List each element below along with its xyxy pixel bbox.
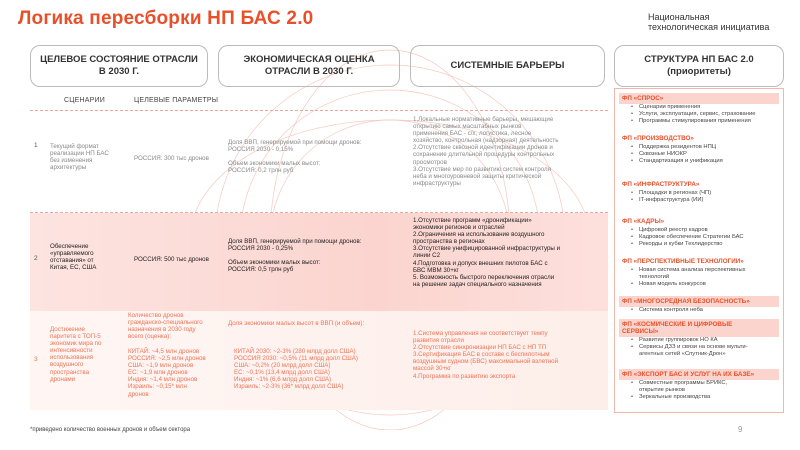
structure-item: • Сквозные НИОКР xyxy=(639,151,779,158)
structure-block-title: ФП «ПРОИЗВОДСТВО» xyxy=(622,135,694,142)
row-separator xyxy=(30,212,608,213)
brand-name: Национальная технологическая инициатива xyxy=(648,12,770,32)
structure-item: • Новая система анализа перспективных технологий xyxy=(639,267,779,281)
structure-item: • Стандартизация и унификация xyxy=(639,158,779,165)
scenario-text: Достижение паритета с ТОП-5 экономик мира по интенсивности использования воздушного пространства дронами xyxy=(50,326,102,383)
structure-item: • Совместные программы БРИКС, открытие рынков xyxy=(639,380,779,394)
target-params-text: РОССИЯ: 500 тыс дронов xyxy=(134,256,209,263)
structure-block-title: ФП «ИНФРАСТРУКТУРА» xyxy=(622,181,700,188)
row-number: 3 xyxy=(34,356,38,363)
structure-block-title: ФП «КАДРЫ» xyxy=(622,218,665,225)
header-structure: СТРУКТУРА НП БАС 2.0 (приоритеты) xyxy=(614,45,784,87)
structure-block-title: ФП «ПЕРСПЕКТИВНЫЕ ТЕХНОЛОГИИ» xyxy=(622,258,744,265)
structure-block-security xyxy=(619,296,779,314)
structure-item: • Кадровое обеспечение Стратегии БАС xyxy=(639,234,779,241)
footnote: *приведено количество военных дронов и объем сектора xyxy=(30,427,191,433)
target-params-text: РОССИЯ: 300 тыс дронов xyxy=(134,155,209,162)
economic-estimate-text: Доля ВВП, генерируемой при помощи дронов: РОССИЯ 2030 - 0,15% Объем экономики малых высот: РОССИЯ: 0,2 трлн руб xyxy=(228,139,362,175)
structure-item: • Услуги, эксплуатация, сервис, страхование xyxy=(639,111,779,118)
structure-panel xyxy=(614,88,784,413)
economic-estimate-text: КИТАЙ 2030: ~2-3% (280 млрд долл США) РОССИЯ 2030: ~0,5% (11 млрд долл США) США: ~0,2% (20 млрд долл США) ЕС: ~0,1% (13,4 млрд долл США) Индия: ~1% (6,6 млрд долл США) Израиль: ~2-3% (36* млрд долл США) xyxy=(234,348,358,391)
structure-block-title: ФП «КОСМИЧЕСКИЕ И ЦИФРОВЫЕ СЕРВИСЫ» xyxy=(619,319,779,337)
row-number: 1 xyxy=(34,142,38,149)
structure-item: • Новая модель конкурсов xyxy=(639,281,779,288)
structure-block-infrastructure xyxy=(619,179,779,204)
column-header-params: ЦЕЛЕВЫЕ ПАРАМЕТРЫ xyxy=(134,97,219,104)
row-number: 2 xyxy=(34,255,38,262)
structure-item: • Зеркальные производства xyxy=(639,394,779,401)
structure-block-title: ФП «ЭКСПОРТ БАС И УСЛУГ НА ИХ БАЗЕ» xyxy=(619,369,779,380)
economic-estimate-intro: Доля экономики малых высот в ВВП (и объем): xyxy=(228,320,365,327)
structure-item: • Площадки в регионах (ЧП) xyxy=(639,190,779,197)
structure-block-export xyxy=(619,369,779,401)
header-target-state: ЦЕЛЕВОЕ СОСТОЯНИЕ ОТРАСЛИ В 2030 Г. xyxy=(30,45,208,87)
row-separator xyxy=(30,110,608,111)
structure-item: • Сценарии применения xyxy=(639,104,779,111)
barriers-text: 1.Система управления не соответствует темпу развития отрасли 2.Отсутствие синхронизации НП БАС с НП ТП 3.Сертификация БАС в составе с беспилотным воздушным судном (БВС) максимальной взлетной массой 30+кг 4.Программа по развитию экспорта xyxy=(413,330,559,380)
structure-item: • Система контроля неба xyxy=(639,307,779,314)
column-header-scenarios: СЦЕНАРИИ xyxy=(64,97,105,104)
structure-block-demand xyxy=(619,93,779,125)
target-params-text: КИТАЙ: ~4,5 млн дронов РОССИЯ: ~2,5 млн дронов США: ~1,9 млн дронов ЕС: ~1,9 млн дронов Индия: ~1,4 млн дронов Израиль: ~0,15* млн дронов xyxy=(128,348,206,398)
barriers-text: 1.Отсутствие программ «дронификации» экономики регионов и отраслей 2.Ограничения на использование воздушного пространства в регионах 3.Отсутствие унифицированной инфраструктуры и линии С2 4.Подготовка и допуск внешних пилотов БАС с БВС МВМ 30+кг 5. Возможность быстрого переключения отрасли на решение задач специального назначения xyxy=(413,217,561,288)
structure-block-title: ФП «СПРОС» xyxy=(619,93,779,104)
structure-item: • Рекорды и кубки Техлидерство xyxy=(639,241,779,248)
economic-estimate-text: Доля ВВП, генерируемой при помощи дронов: РОССИЯ 2030 - 0,25% Объем экономики малых высот: РОССИЯ: 0,5 трлн руб xyxy=(228,238,362,274)
structure-block-space-digital xyxy=(619,319,779,358)
structure-item: • IT-инфраструктура (ИИ) xyxy=(639,197,779,204)
structure-block-personnel xyxy=(619,216,779,248)
header-economic-estimate: ЭКОНОМИЧЕСКАЯ ОЦЕНКА ОТРАСЛИ В 2030 Г. xyxy=(218,45,400,87)
barriers-text: 1.Локальные нормативные барьеры, мешающие открытию самых масштабных рынков применения БАС - с/х, логистика, лесное хозяйство, контрольная (надзорная) деятельность 2.Отсутствие сквозной идентификации дронов и сохранение длительной процедуры контрольных просмотров 3.Отсутствие мер по развитию систем контроля неба и многоуровневой защиты критической инфраструктуры xyxy=(413,116,559,187)
structure-item: • Цифровой реестр кадров xyxy=(639,227,779,234)
header-system-barriers: СИСТЕМНЫЕ БАРЬЕРЫ xyxy=(410,45,605,87)
structure-item: • Сервисы ДЗЗ и связи на основе мульти- агентных сетей «Спутник-Дрон» xyxy=(639,344,779,358)
structure-item: • Поддержка резидентов НПЦ xyxy=(639,144,779,151)
structure-item: • Развитие группировок НО КА xyxy=(639,337,779,344)
page-number: 9 xyxy=(738,425,743,434)
target-params-intro: Количество дронов гражданско-специального назначения в 2030 году всего (оценка): xyxy=(128,312,203,341)
structure-item: • Программы стимулирования применения xyxy=(639,118,779,125)
structure-block-production xyxy=(619,133,779,165)
structure-block-title: ФП «МНОГОСРЕДНАЯ БЕЗОПАСНОСТЬ» xyxy=(619,296,779,307)
scenario-text: Обеспечение «управляемого отставания» от Китая, ЕС, США xyxy=(50,243,97,272)
page-title: Логика пересборки НП БАС 2.0 xyxy=(18,8,314,29)
scenario-text: Текущий формат реализации НП БАС без изменения архитектуры xyxy=(50,143,109,172)
structure-block-advanced-tech xyxy=(619,256,779,288)
